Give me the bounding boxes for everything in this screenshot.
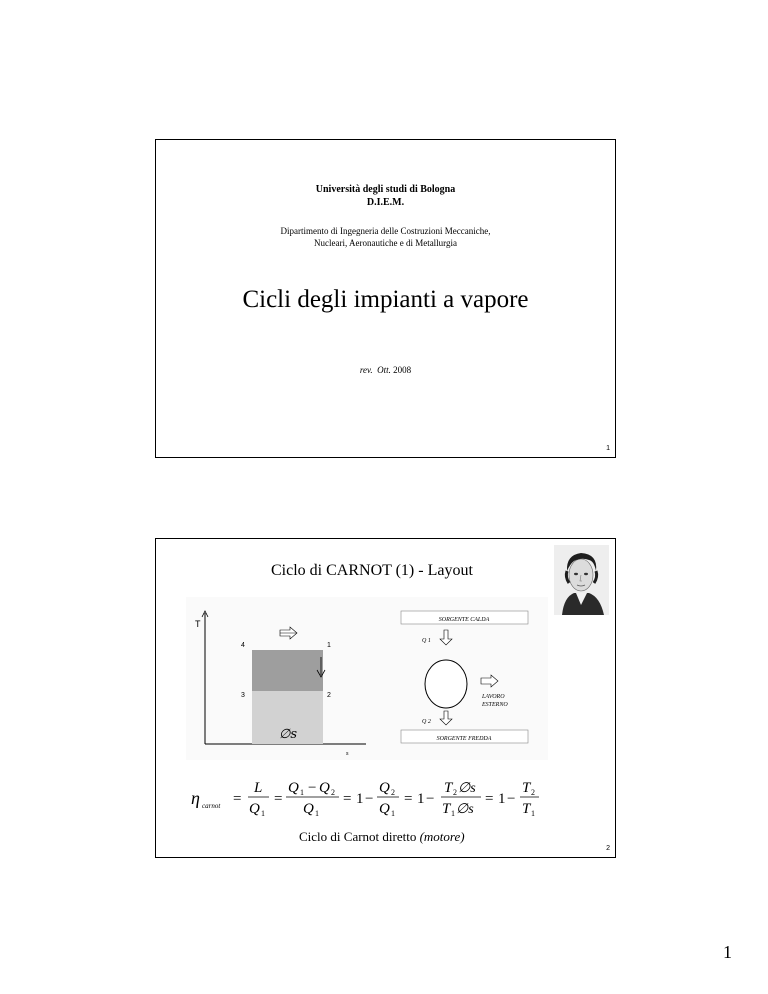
university-name: Università degli studi di Bologna [315, 184, 456, 195]
denominator-t1: T [442, 801, 451, 817]
slide-number: 1 [606, 445, 610, 452]
numerator-t2b: T [522, 780, 531, 796]
minus-2: − [365, 791, 374, 807]
slide-number: 2 [606, 845, 610, 852]
caption-italic: (motore) [419, 829, 465, 844]
denominator-sub-1: 1 [261, 809, 265, 818]
point-3-label: 3 [241, 692, 245, 699]
slide-caption [299, 829, 465, 845]
carnot-diagram [186, 597, 548, 760]
work-label-line-1: LAVORO [482, 694, 505, 700]
one-1: 1 [356, 791, 364, 807]
denominator-sub-2: 1 [315, 809, 319, 818]
q1-label: Q 1 [422, 638, 431, 644]
carnot-portrait [554, 545, 609, 615]
point-1-label: 1 [327, 642, 331, 649]
department-abbr: D.I.E.M. [366, 197, 405, 208]
point-2-label: 2 [327, 692, 331, 699]
eta-symbol: η [191, 788, 200, 808]
denominator-t1b: T [522, 801, 531, 817]
numerator-q2-sub: 2 [331, 788, 335, 797]
denominator-q-3: Q [379, 801, 390, 817]
cold-source-label: SORGENTE FREDDA [436, 736, 492, 742]
equals-5: = [485, 791, 494, 807]
slide-2 [155, 538, 616, 858]
eta-subscript: carnot [202, 802, 221, 810]
equals-4: = [404, 791, 413, 807]
equals-1: = [233, 791, 242, 807]
numerator-q1: Q [288, 780, 299, 796]
numerator-t2-sub: 2 [453, 788, 457, 797]
equals-3: = [343, 791, 352, 807]
denominator-ds: ∅s [456, 802, 474, 817]
one-3: 1 [498, 791, 506, 807]
minus-4: − [507, 791, 516, 807]
page-number: 1 [723, 942, 732, 962]
point-4-label: 4 [241, 642, 245, 649]
rev-label: rev. [359, 365, 373, 375]
denominator-sub-3: 1 [391, 809, 395, 818]
work-area [252, 650, 323, 691]
slide-title: Cicli degli impianti a vapore [242, 286, 529, 313]
slide-title: Ciclo di CARNOT (1) - Layout [271, 562, 473, 579]
rev-month: Ott. [377, 365, 391, 375]
caption-main: Ciclo di Carnot diretto [299, 829, 417, 844]
numerator-t2b-sub: 2 [531, 788, 535, 797]
slide-1 [155, 139, 616, 458]
denominator-q-2: Q [303, 801, 314, 817]
one-2: 1 [417, 791, 425, 807]
denominator-t1-sub: 1 [451, 809, 455, 818]
minus-1: − [308, 780, 317, 796]
denominator-q-1: Q [249, 801, 260, 817]
numerator-l: L [254, 780, 263, 796]
numerator-q2b: Q [379, 780, 390, 796]
carnot-efficiency-formula [161, 773, 541, 823]
work-label-line-2: ESTERNO [482, 702, 508, 708]
engine-circle [425, 660, 467, 708]
department-line-2: Nucleari, Aeronautiche e di Metallurgia [313, 238, 458, 248]
revision-line [156, 365, 615, 375]
delta-s-label: ∅s [279, 727, 297, 742]
numerator-t2: T [444, 780, 453, 796]
rev-year: 2008 [393, 365, 412, 375]
hot-source-label: SORGENTE CALDA [438, 617, 490, 623]
department-line-1: Dipartimento di Ingegneria delle Costruzioni Meccaniche, [280, 226, 491, 236]
numerator-q2b-sub: 2 [391, 788, 395, 797]
minus-3: − [426, 791, 435, 807]
t-axis-label: T [195, 619, 201, 629]
s-axis-label: s [346, 751, 349, 757]
numerator-ds: ∅s [458, 781, 476, 796]
numerator-q2: Q [319, 780, 330, 796]
equals-2: = [274, 791, 283, 807]
q2-label: Q 2 [422, 719, 431, 725]
numerator-q1-sub: 1 [300, 788, 304, 797]
denominator-t1b-sub: 1 [531, 809, 535, 818]
